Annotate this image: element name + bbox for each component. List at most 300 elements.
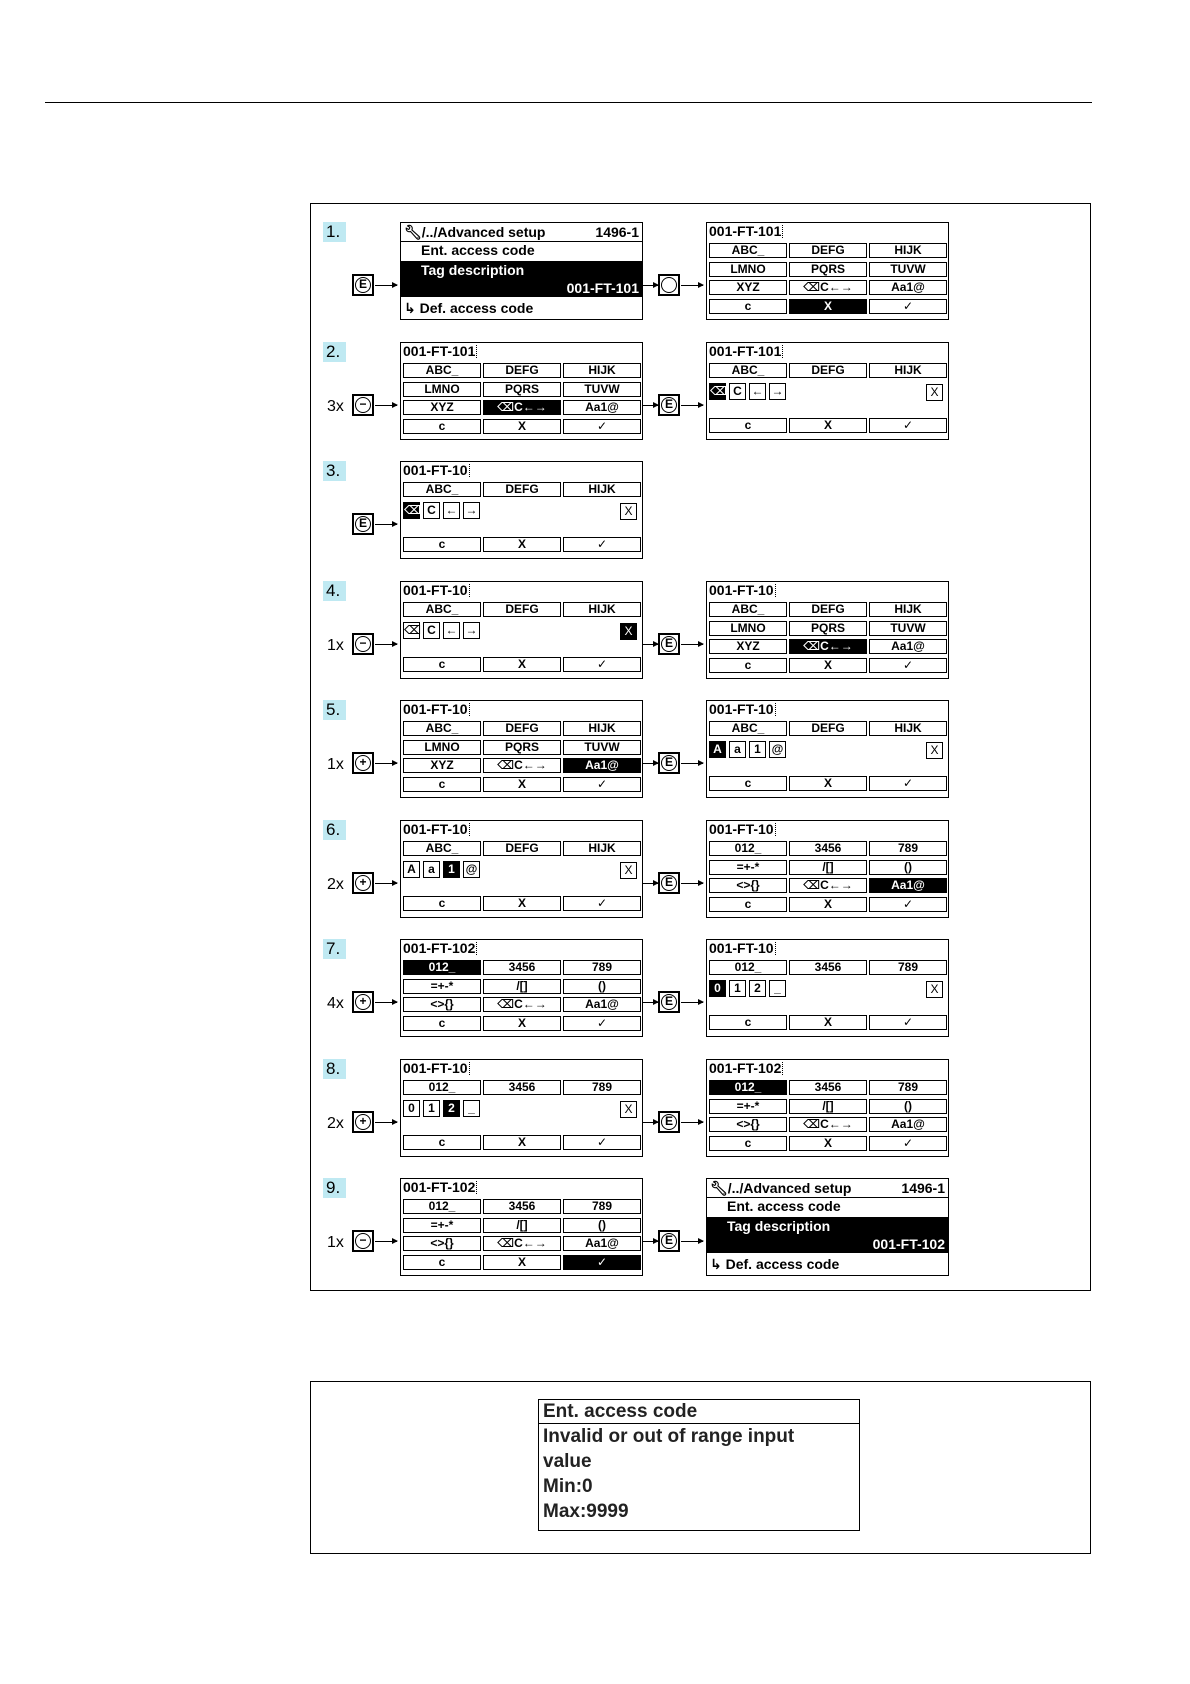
display-screen-a-chip-3[interactable]: → [463, 622, 480, 639]
display-screen-b [706, 581, 949, 679]
display-screen-a-key-r3c1[interactable]: X [483, 1016, 561, 1031]
display-screen-b-chip-3[interactable]: @ [769, 741, 786, 758]
display-screen-a-bottom-0[interactable]: c [403, 537, 481, 552]
display-screen-b-bottom-0[interactable]: c [709, 418, 787, 433]
display-screen-a-key-r3c1[interactable]: X [483, 1255, 561, 1270]
repeat-count: 1x [327, 1234, 344, 1251]
display-screen-a-bottom-2[interactable]: ✓ [563, 537, 641, 552]
enter-key-button[interactable] [658, 872, 680, 894]
display-screen-b-bottom-0[interactable]: c [709, 1015, 787, 1030]
display-screen-b-key-r0c0[interactable]: 012_ [709, 841, 787, 856]
display-screen-a-key-r0c2[interactable]: HIJK [563, 721, 641, 736]
display-screen-a-chip-1[interactable]: 1 [423, 1100, 440, 1117]
display-screen-a-key-r0c0[interactable]: 012_ [403, 1199, 481, 1214]
display-screen-b-top-1[interactable]: 3456 [789, 960, 867, 975]
display-screen-a-key-r0c2[interactable]: 789 [563, 960, 641, 975]
display-screen-b-key-r1c0[interactable]: =+-* [709, 1099, 787, 1114]
display-screen-b-key-r3c2[interactable]: ✓ [869, 897, 947, 912]
enter-key-icon: E [661, 1233, 677, 1249]
display-screen-a-key-r3c2[interactable]: ✓ [563, 777, 641, 792]
display-screen-a-input-row [403, 502, 483, 522]
display-screen-b-chip-3[interactable]: _ [769, 980, 786, 997]
enter-key-button[interactable] [658, 633, 680, 655]
step-key-icon: + [355, 875, 371, 891]
display-screen-a-key-r2c1[interactable]: ⌫C←→ [483, 758, 561, 773]
display-screen-b-key-r0c2[interactable]: HIJK [869, 243, 947, 258]
display-screen-a-chip-0[interactable]: ⌫ [404, 623, 421, 637]
display-screen-a-key-r1c0[interactable]: =+-* [403, 1218, 481, 1233]
menu-item-label: Def. access code [419, 300, 534, 316]
transition-line [643, 1241, 658, 1242]
display-screen-b-key-r3c0[interactable]: c [709, 1136, 787, 1151]
display-screen-b-key-r2c1[interactable]: ⌫C←→ [789, 280, 867, 295]
step-key-icon: − [355, 636, 371, 652]
display-screen-a-key-r2c2[interactable]: Aa1@ [563, 1236, 641, 1251]
display-screen-b-top-2[interactable]: HIJK [869, 721, 947, 736]
display-screen-a-chip-1[interactable]: a [423, 861, 440, 878]
transition-arrow [681, 405, 703, 406]
transition-arrow [681, 1241, 703, 1242]
display-screen-a-top-1[interactable]: DEFG [483, 841, 561, 856]
display-screen-a-header: 001-FT-102 [403, 1179, 478, 1196]
display-screen-b-key-r0c1[interactable]: DEFG [789, 602, 867, 617]
repeat-count: 2x [327, 876, 344, 893]
display-screen-a-chip-2[interactable]: ← [443, 502, 460, 519]
enter-key-button[interactable] [658, 274, 680, 296]
display-screen-a-key-r0c1[interactable]: DEFG [483, 363, 561, 378]
display-screen-a-key-r2c2[interactable]: Aa1@ [563, 997, 641, 1012]
step-key-icon: − [355, 1233, 371, 1249]
display-screen-b-key-r3c0[interactable]: c [709, 897, 787, 912]
enter-key-button[interactable] [658, 1230, 680, 1252]
display-screen-a-key-r0c1[interactable]: 3456 [483, 960, 561, 975]
display-screen-b-bottom-1[interactable]: X [789, 418, 867, 433]
display-screen-a-bottom-1[interactable]: X [483, 537, 561, 552]
display-screen-b-key-r1c2[interactable]: TUVW [869, 262, 947, 277]
display-screen-a-header: 001-FT-10 [403, 1060, 471, 1077]
step-key-icon: − [355, 397, 371, 413]
step-arrow [375, 1241, 397, 1242]
display-screen-a-key-r0c1[interactable]: 3456 [483, 1199, 561, 1214]
enter-key-icon: E [661, 875, 677, 891]
display-screen-a-key-r2c0[interactable]: <>{} [403, 1236, 481, 1251]
display-screen-a-key-r3c0[interactable]: c [403, 419, 481, 434]
display-screen-a-clear-button[interactable]: X [620, 503, 637, 520]
step-number: 4. [323, 581, 346, 601]
repeat-count: 1x [327, 637, 344, 654]
display-screen-a-key-r1c1[interactable]: /[] [483, 1218, 561, 1233]
display-screen-a-header: 001-FT-101 [403, 343, 478, 360]
display-screen-a-chip-0[interactable]: A [403, 861, 420, 878]
transition-line [643, 405, 658, 406]
display-screen-b-key-r0c1[interactable]: DEFG [789, 243, 867, 258]
display-screen-a-chip-0[interactable]: 0 [403, 1100, 420, 1117]
display-screen-b-key-r1c2[interactable]: () [869, 860, 947, 875]
display-screen-a [400, 1178, 643, 1276]
display-screen-a-header: 001-FT-10 [403, 462, 471, 479]
enter-key-button[interactable] [658, 991, 680, 1013]
display-screen-a-top-1[interactable]: DEFG [483, 482, 561, 497]
display-screen-b-chip-1[interactable]: a [729, 741, 746, 758]
display-screen-a-top-1[interactable]: DEFG [483, 602, 561, 617]
step-arrow [375, 405, 397, 406]
display-screen-b-top-2[interactable]: HIJK [869, 363, 947, 378]
display-screen-b [706, 820, 949, 918]
display-screen-a-key-r0c0[interactable]: ABC_ [403, 721, 481, 736]
display-screen-a-top-0[interactable]: 012_ [403, 1080, 481, 1095]
display-screen-a-chip-2[interactable]: 1 [443, 861, 460, 878]
step-arrow [375, 883, 397, 884]
display-screen-a-key-r0c0[interactable]: 012_ [403, 960, 481, 975]
display-screen-b-chip-1[interactable]: 1 [729, 980, 746, 997]
display-screen-b-key-r1c0[interactable]: LMNO [709, 262, 787, 277]
step-key-button[interactable] [352, 991, 374, 1013]
display-screen-b-header: 001-FT-101 [709, 223, 784, 240]
menu-path: /../Advanced setup [421, 224, 546, 240]
step-key-button[interactable] [352, 633, 374, 655]
step-key-button[interactable] [352, 394, 374, 416]
menu-path: /../Advanced setup [727, 1180, 852, 1196]
display-screen-a [400, 581, 643, 679]
step-number: 1. [323, 222, 346, 242]
step-key-button[interactable] [352, 752, 374, 774]
display-screen-b-key-r1c0[interactable]: LMNO [709, 621, 787, 636]
display-screen-b [706, 700, 949, 798]
display-screen-a-chip-2[interactable]: 2 [443, 1100, 460, 1117]
display-screen-a [400, 939, 643, 1037]
display-screen-a-header: 001-FT-10 [403, 821, 471, 838]
display-screen-b-path [710, 1179, 851, 1197]
display-screen-a-chip-3[interactable]: → [463, 502, 480, 519]
display-screen-b-key-r1c0[interactable]: =+-* [709, 860, 787, 875]
display-screen-a-top-2[interactable]: HIJK [563, 482, 641, 497]
display-screen-a-bottom-0[interactable]: c [403, 896, 481, 911]
display-screen-b-key-r3c0[interactable]: c [709, 299, 787, 314]
display-screen-a-chip-3[interactable]: _ [463, 1100, 480, 1117]
display-screen-b-key-r1c1[interactable]: /[] [789, 860, 867, 875]
display-screen-b-item-3[interactable] [710, 1255, 839, 1273]
display-screen-b-bottom-2[interactable]: ✓ [869, 418, 947, 433]
display-screen-b [706, 1059, 949, 1157]
step-number: 6. [323, 820, 346, 840]
display-screen-b-top-2[interactable]: 789 [869, 960, 947, 975]
error-message-display [538, 1399, 860, 1531]
display-screen-a-item-value: 001-FT-101 [566, 280, 639, 296]
error-line-2: value [543, 1451, 592, 1472]
enter-key-button[interactable] [658, 394, 680, 416]
display-screen-a-top-2[interactable]: 789 [563, 1080, 641, 1095]
display-screen-a-key-r2c1[interactable]: ⌫C←→ [483, 400, 561, 415]
display-screen-a-top-1[interactable]: 3456 [483, 1080, 561, 1095]
step-arrow [375, 524, 397, 525]
display-screen-a [400, 700, 643, 798]
display-screen-b-key-r2c0[interactable]: XYZ [709, 639, 787, 654]
display-screen-b-key-r3c1[interactable]: X [789, 1136, 867, 1151]
display-screen-b-key-r1c1[interactable]: PQRS [789, 262, 867, 277]
display-screen-a-key-r0c0[interactable]: ABC_ [403, 363, 481, 378]
step-key-icon: + [355, 1114, 371, 1130]
wrench-icon: 🔧︎ [404, 224, 422, 240]
display-screen-a-item-1: Tag description [421, 262, 525, 278]
display-screen-b-clear-button[interactable]: X [926, 384, 943, 401]
display-screen-a-chip-3[interactable]: @ [463, 861, 480, 878]
enter-key-icon [661, 277, 677, 293]
display-screen-b-key-r2c2[interactable]: Aa1@ [869, 1117, 947, 1132]
display-screen-a-key-r1c2[interactable]: TUVW [563, 740, 641, 755]
display-screen-b-top-0[interactable]: ABC_ [709, 363, 787, 378]
display-screen-b [706, 939, 949, 1037]
display-screen-b-header: 001-FT-10 [709, 701, 777, 718]
step-arrow [375, 644, 397, 645]
error-title-rule [539, 1423, 859, 1424]
display-screen-a-key-r3c2[interactable]: ✓ [563, 1255, 641, 1270]
display-screen-b-bottom-2[interactable]: ✓ [869, 776, 947, 791]
display-screen-a-key-r3c0[interactable]: c [403, 1016, 481, 1031]
transition-line [643, 285, 658, 286]
display-screen-b-key-r0c0[interactable]: ABC_ [709, 602, 787, 617]
enter-key-icon: E [661, 1114, 677, 1130]
display-screen-a-key-r2c2[interactable]: Aa1@ [563, 400, 641, 415]
display-screen-a-key-r3c1[interactable]: X [483, 419, 561, 434]
display-screen-b-header: 001-FT-102 [709, 1060, 784, 1077]
display-screen-b-chip-0[interactable]: 0 [709, 980, 726, 997]
display-screen-b-key-r3c1[interactable]: X [789, 897, 867, 912]
display-screen-a-key-r2c0[interactable]: <>{} [403, 997, 481, 1012]
display-screen-a-key-r3c1[interactable]: X [483, 777, 561, 792]
display-screen-a-key-r2c0[interactable]: XYZ [403, 758, 481, 773]
display-screen-b-key-r2c0[interactable]: <>{} [709, 1117, 787, 1132]
display-screen-b-top-1[interactable]: DEFG [789, 363, 867, 378]
display-screen-a-key-r1c2[interactable]: TUVW [563, 382, 641, 397]
display-screen-b-chip-2[interactable]: ← [749, 383, 766, 400]
display-screen-b-clear-button[interactable]: X [926, 742, 943, 759]
transition-arrow [681, 763, 703, 764]
display-screen-b-input-row [709, 980, 789, 1000]
display-screen-a [400, 342, 643, 440]
display-screen-b-key-r0c2[interactable]: 789 [869, 1080, 947, 1095]
repeat-count: 2x [327, 1115, 344, 1132]
transition-arrow [681, 883, 703, 884]
display-screen-a-key-r1c0[interactable]: =+-* [403, 979, 481, 994]
display-screen-b-top-0[interactable]: ABC_ [709, 721, 787, 736]
display-screen-b-header: 001-FT-10 [709, 821, 777, 838]
display-screen-b-item-0[interactable]: Ent. access code [727, 1198, 841, 1214]
display-screen-b-key-r0c1[interactable]: 3456 [789, 1080, 867, 1095]
display-screen-b-chip-3[interactable]: → [769, 383, 786, 400]
display-screen-b-chip-1[interactable]: C [729, 383, 746, 400]
display-screen-b-chip-2[interactable]: 1 [749, 741, 766, 758]
display-screen-b-key-r3c1[interactable]: X [789, 299, 867, 314]
display-screen-a-key-r1c2[interactable]: () [563, 979, 641, 994]
display-screen-a-chip-1[interactable]: C [423, 622, 440, 639]
display-screen-a-bottom-2[interactable]: ✓ [563, 657, 641, 672]
enter-key-icon: E [661, 397, 677, 413]
display-screen-a [400, 820, 643, 918]
display-screen-b-key-r2c2[interactable]: Aa1@ [869, 280, 947, 295]
display-screen-a-key-r2c0[interactable]: XYZ [403, 400, 481, 415]
display-screen-a-key-r0c1[interactable]: DEFG [483, 721, 561, 736]
display-screen-b-clear-button[interactable]: X [926, 981, 943, 998]
display-screen-b-key-r3c0[interactable]: c [709, 658, 787, 673]
display-screen-a-input-row [403, 1100, 483, 1120]
transition-line [643, 1122, 658, 1123]
display-screen-a-chip-1[interactable]: C [423, 502, 440, 519]
error-line-3: Min:0 [543, 1476, 593, 1497]
display-screen-b-chip-0[interactable]: A [709, 741, 726, 758]
display-screen-b-key-r2c2[interactable]: Aa1@ [869, 878, 947, 893]
step-number: 2. [323, 342, 346, 362]
step-arrow [375, 763, 397, 764]
display-screen-b [706, 222, 949, 320]
display-screen-b-selected[interactable] [707, 1217, 948, 1253]
repeat-count: 1x [327, 756, 344, 773]
display-screen-b-key-r1c1[interactable]: PQRS [789, 621, 867, 636]
display-screen-b-key-r0c2[interactable]: 789 [869, 841, 947, 856]
transition-arrow [681, 1002, 703, 1003]
display-screen-b-item-value: 001-FT-102 [872, 1236, 945, 1252]
display-screen-a-bottom-2[interactable]: ✓ [563, 1135, 641, 1150]
display-screen-b-bottom-2[interactable]: ✓ [869, 1015, 947, 1030]
display-screen-b-key-r2c1[interactable]: ⌫C←→ [789, 639, 867, 654]
enter-key-icon: E [661, 755, 677, 771]
error-line-1: Invalid or out of range input [543, 1426, 795, 1447]
step-arrow [375, 1122, 397, 1123]
display-screen-b-chip-0[interactable]: ⌫ [710, 384, 727, 398]
step-key-button[interactable] [352, 274, 374, 296]
display-screen-a-key-r1c1[interactable]: /[] [483, 979, 561, 994]
display-screen-b-key-r3c2[interactable]: ✓ [869, 1136, 947, 1151]
display-screen-b-top-0[interactable]: 012_ [709, 960, 787, 975]
step-arrow [375, 1002, 397, 1003]
display-screen-a-chip-2[interactable]: ← [443, 622, 460, 639]
display-screen-b-key-r0c0[interactable]: ABC_ [709, 243, 787, 258]
pointer-icon: ↳ [404, 300, 416, 316]
display-screen-a-key-r1c2[interactable]: () [563, 1218, 641, 1233]
step-key-button[interactable] [352, 513, 374, 535]
display-screen-a-key-r3c2[interactable]: ✓ [563, 419, 641, 434]
display-screen-b-input-row [709, 741, 789, 761]
step-arrow [375, 285, 397, 286]
display-screen-a-clear-button[interactable]: X [620, 623, 637, 640]
display-screen-a [400, 461, 643, 559]
display-screen-a-header: 001-FT-10 [403, 582, 471, 599]
transition-arrow [681, 644, 703, 645]
display-screen-a-key-r0c2[interactable]: HIJK [563, 363, 641, 378]
display-screen-b-key-r2c1[interactable]: ⌫C←→ [789, 1117, 867, 1132]
display-screen-b-bottom-0[interactable]: c [709, 776, 787, 791]
display-screen-b-key-r1c2[interactable]: () [869, 1099, 947, 1114]
display-screen-b-key-r0c0[interactable]: 012_ [709, 1080, 787, 1095]
display-screen-a-top-0[interactable]: ABC_ [403, 482, 481, 497]
display-screen-b-top-1[interactable]: DEFG [789, 721, 867, 736]
display-screen-b-chip-2[interactable]: 2 [749, 980, 766, 997]
display-screen-a-bottom-1[interactable]: X [483, 896, 561, 911]
step-key-button[interactable] [352, 1230, 374, 1252]
display-screen-b-key-r0c2[interactable]: HIJK [869, 602, 947, 617]
step-key-button[interactable] [352, 872, 374, 894]
display-screen-a-bottom-0[interactable]: c [403, 657, 481, 672]
display-screen-a-header: 001-FT-10 [403, 701, 471, 718]
display-screen-a-key-r2c1[interactable]: ⌫C←→ [483, 1236, 561, 1251]
display-screen-a-item-3[interactable] [404, 299, 533, 317]
display-screen-a-key-r1c0[interactable]: LMNO [403, 740, 481, 755]
display-screen-b-key-r3c2[interactable]: ✓ [869, 658, 947, 673]
enter-key-button[interactable] [658, 752, 680, 774]
display-screen-b-header: 001-FT-10 [709, 582, 777, 599]
display-screen-a [400, 222, 643, 320]
step-key-icon: E [355, 516, 371, 532]
display-screen-a-bottom-2[interactable]: ✓ [563, 896, 641, 911]
transition-line [643, 763, 658, 764]
display-screen-b-item-1: Tag description [727, 1218, 831, 1234]
display-screen-a-selected[interactable] [401, 261, 642, 297]
display-screen-a-key-r1c0[interactable]: LMNO [403, 382, 481, 397]
display-screen-a-chip-0[interactable]: ⌫ [404, 503, 421, 517]
display-screen-b-bottom-1[interactable]: X [789, 776, 867, 791]
repeat-count: 3x [327, 398, 344, 415]
display-screen-a-top-2[interactable]: HIJK [563, 602, 641, 617]
display-screen-a-input-row [403, 861, 483, 881]
display-screen-a-key-r3c0[interactable]: c [403, 1255, 481, 1270]
display-screen-b-code: 1496-1 [901, 1180, 945, 1196]
display-screen-a-bottom-0[interactable]: c [403, 1135, 481, 1150]
display-screen-a-key-r3c0[interactable]: c [403, 777, 481, 792]
display-screen-a-key-r3c2[interactable]: ✓ [563, 1016, 641, 1031]
display-screen-b-key-r3c2[interactable]: ✓ [869, 299, 947, 314]
display-screen-a-clear-button[interactable]: X [620, 1101, 637, 1118]
display-screen-a-top-0[interactable]: ABC_ [403, 602, 481, 617]
display-screen-b-key-r3c1[interactable]: X [789, 658, 867, 673]
display-screen-b-input-row [709, 383, 789, 403]
display-screen-a-key-r0c2[interactable]: 789 [563, 1199, 641, 1214]
display-screen-a [400, 1059, 643, 1157]
display-screen-a-clear-button[interactable]: X [620, 862, 637, 879]
error-line-4: Max:9999 [543, 1501, 629, 1522]
display-screen-b-key-r1c1[interactable]: /[] [789, 1099, 867, 1114]
enter-key-button[interactable] [658, 1111, 680, 1133]
display-screen-b-bottom-1[interactable]: X [789, 1015, 867, 1030]
display-screen-b-key-r1c2[interactable]: TUVW [869, 621, 947, 636]
step-key-button[interactable] [352, 1111, 374, 1133]
transition-line [643, 644, 658, 645]
display-screen-b [706, 342, 949, 440]
display-screen-b-key-r0c1[interactable]: 3456 [789, 841, 867, 856]
display-screen-a-bottom-1[interactable]: X [483, 1135, 561, 1150]
error-title: Ent. access code [543, 1401, 698, 1422]
display-screen-a-key-r1c1[interactable]: PQRS [483, 740, 561, 755]
display-screen-a-key-r2c2[interactable]: Aa1@ [563, 758, 641, 773]
display-screen-b-key-r2c2[interactable]: Aa1@ [869, 639, 947, 654]
step-number: 8. [323, 1059, 346, 1079]
display-screen-b-key-r2c1[interactable]: ⌫C←→ [789, 878, 867, 893]
display-screen-b-key-r2c0[interactable]: XYZ [709, 280, 787, 295]
display-screen-a-bottom-1[interactable]: X [483, 657, 561, 672]
step-key-icon: + [355, 755, 371, 771]
display-screen-a-path [404, 223, 545, 241]
display-screen-a-top-0[interactable]: ABC_ [403, 841, 481, 856]
step-number: 7. [323, 939, 346, 959]
transition-line [643, 1002, 658, 1003]
transition-line [643, 883, 658, 884]
step-key-icon: + [355, 994, 371, 1010]
display-screen-a-code: 1496-1 [595, 224, 639, 240]
enter-key-icon: E [661, 636, 677, 652]
display-screen-a-item-0[interactable]: Ent. access code [421, 242, 535, 258]
display-screen-a-key-r2c1[interactable]: ⌫C←→ [483, 997, 561, 1012]
display-screen-a-key-r1c1[interactable]: PQRS [483, 382, 561, 397]
display-screen-a-top-2[interactable]: HIJK [563, 841, 641, 856]
display-screen-b-key-r2c0[interactable]: <>{} [709, 878, 787, 893]
